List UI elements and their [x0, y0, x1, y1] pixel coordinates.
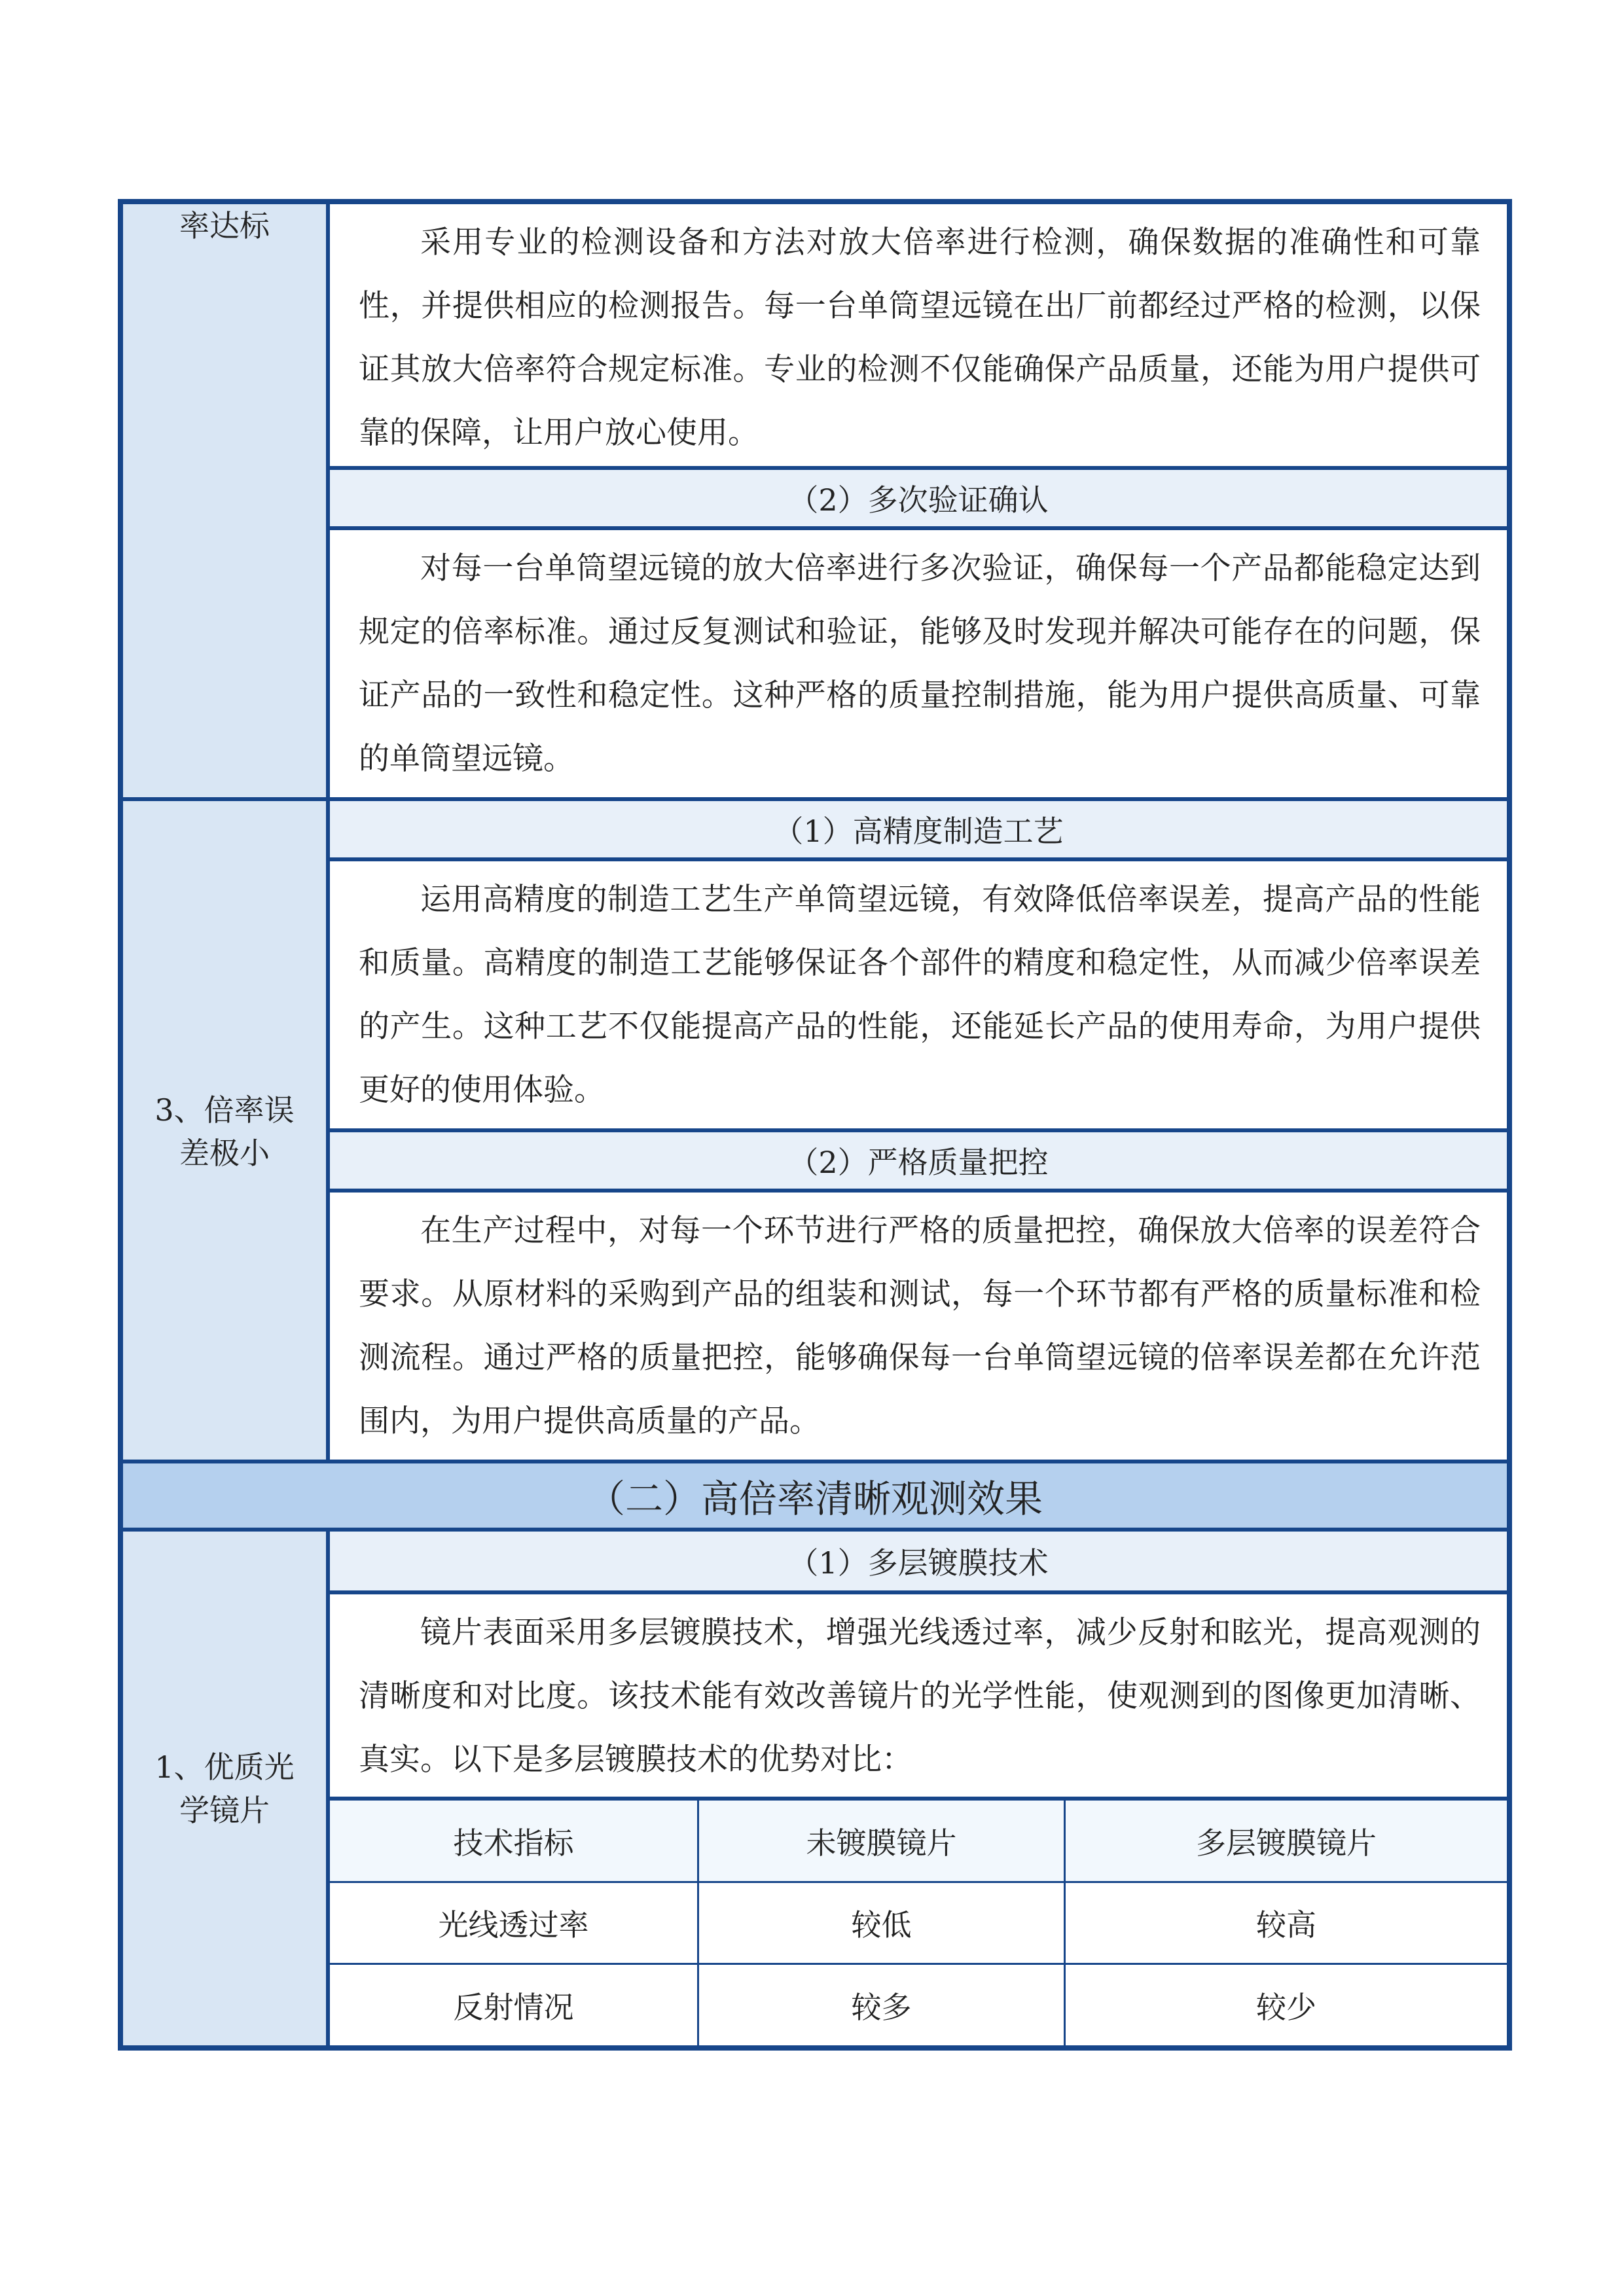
table-header-cell: 多层镀膜镜片: [1066, 1801, 1507, 1883]
row-label-rate-standard: [123, 204, 330, 799]
row-label-optical-lens: [123, 1532, 330, 2045]
paragraph-multilayer-coating: 镜片表面采用多层镀膜技术，增强光线透过率，减少反射和眩光，提高观测的清晰度和对比度。该技术能有效改善镜片的光学性能，使观测到的图像更加清晰、真实。以下是多层镀膜技术的优势对比：: [359, 1615, 1481, 1778]
paragraph-precision-manufacturing: 运用高精度的制造工艺生产单筒望远镜，有效降低倍率误差，提高产品的性能和质量。高精度的制造工艺能够保证各个部件的精度和稳定性，从而减少倍率误差的产生。这种工艺不仅能提高产品的性能，还能延长产品的使用寿命，为用户提供更好的使用体验。: [359, 882, 1481, 1108]
subheading-precision-manufacturing: （1）高精度制造工艺: [330, 797, 1507, 861]
row-label-text: 3、倍率误差极小: [154, 1092, 295, 1171]
row-label-rate-error: [123, 797, 330, 1462]
table-cell: 较低: [699, 1883, 1066, 1965]
section-heading: （二）高倍率清晰观测效果: [123, 1460, 1507, 1532]
subheading-quality-control: （2）严格质量把控: [330, 1128, 1507, 1193]
paragraph-multiple-verification: 对每一台单筒望远镜的放大倍率进行多次验证，确保每一个产品都能稳定达到规定的倍率标准。通过反复测试和验证，能够及时发现并解决可能存在的问题，保证产品的一致性和稳定性。这种严格的质量控制措施，能为用户提供高质量、可靠的单筒望远镜。: [359, 550, 1481, 777]
row-label-text: 率达标: [179, 208, 270, 243]
paragraph-professional-testing: 采用专业的检测设备和方法对放大倍率进行检测，确保数据的准确性和可靠性，并提供相应的检测报告。每一台单筒望远镜在出厂前都经过严格的检测，以保证其放大倍率符合规定标准。专业的检测不仅能确保产品质量，还能为用户提供可靠的保障，让用户放心使用。: [359, 224, 1481, 451]
subheading-multilayer-coating: （1）多层镀膜技术: [330, 1528, 1507, 1594]
table-cell: 较少: [1256, 1989, 1316, 2025]
table-cell: 较高: [1066, 1883, 1507, 1965]
subheading-multiple-verification: （2）多次验证确认: [330, 466, 1507, 530]
table-cell: 反射情况: [330, 1965, 699, 2045]
row-label-text: 1、优质光学镜片: [154, 1749, 295, 1828]
table-header-cell: 未镀膜镜片: [699, 1801, 1066, 1883]
paragraph-quality-control: 在生产过程中，对每一个环节进行严格的质量把控，确保放大倍率的误差符合要求。从原材料的采购到产品的组装和测试，每一个环节都有严格的质量标准和检测流程。通过严格的质量把控，能够确保每一台单筒望远镜的倍率误差都在允许范围内，为用户提供高质量的产品。: [359, 1213, 1481, 1439]
table-cell: 光线透过率: [330, 1883, 699, 1965]
table-cell: 较多: [699, 1965, 1066, 2045]
table-header-cell: 技术指标: [330, 1801, 699, 1883]
